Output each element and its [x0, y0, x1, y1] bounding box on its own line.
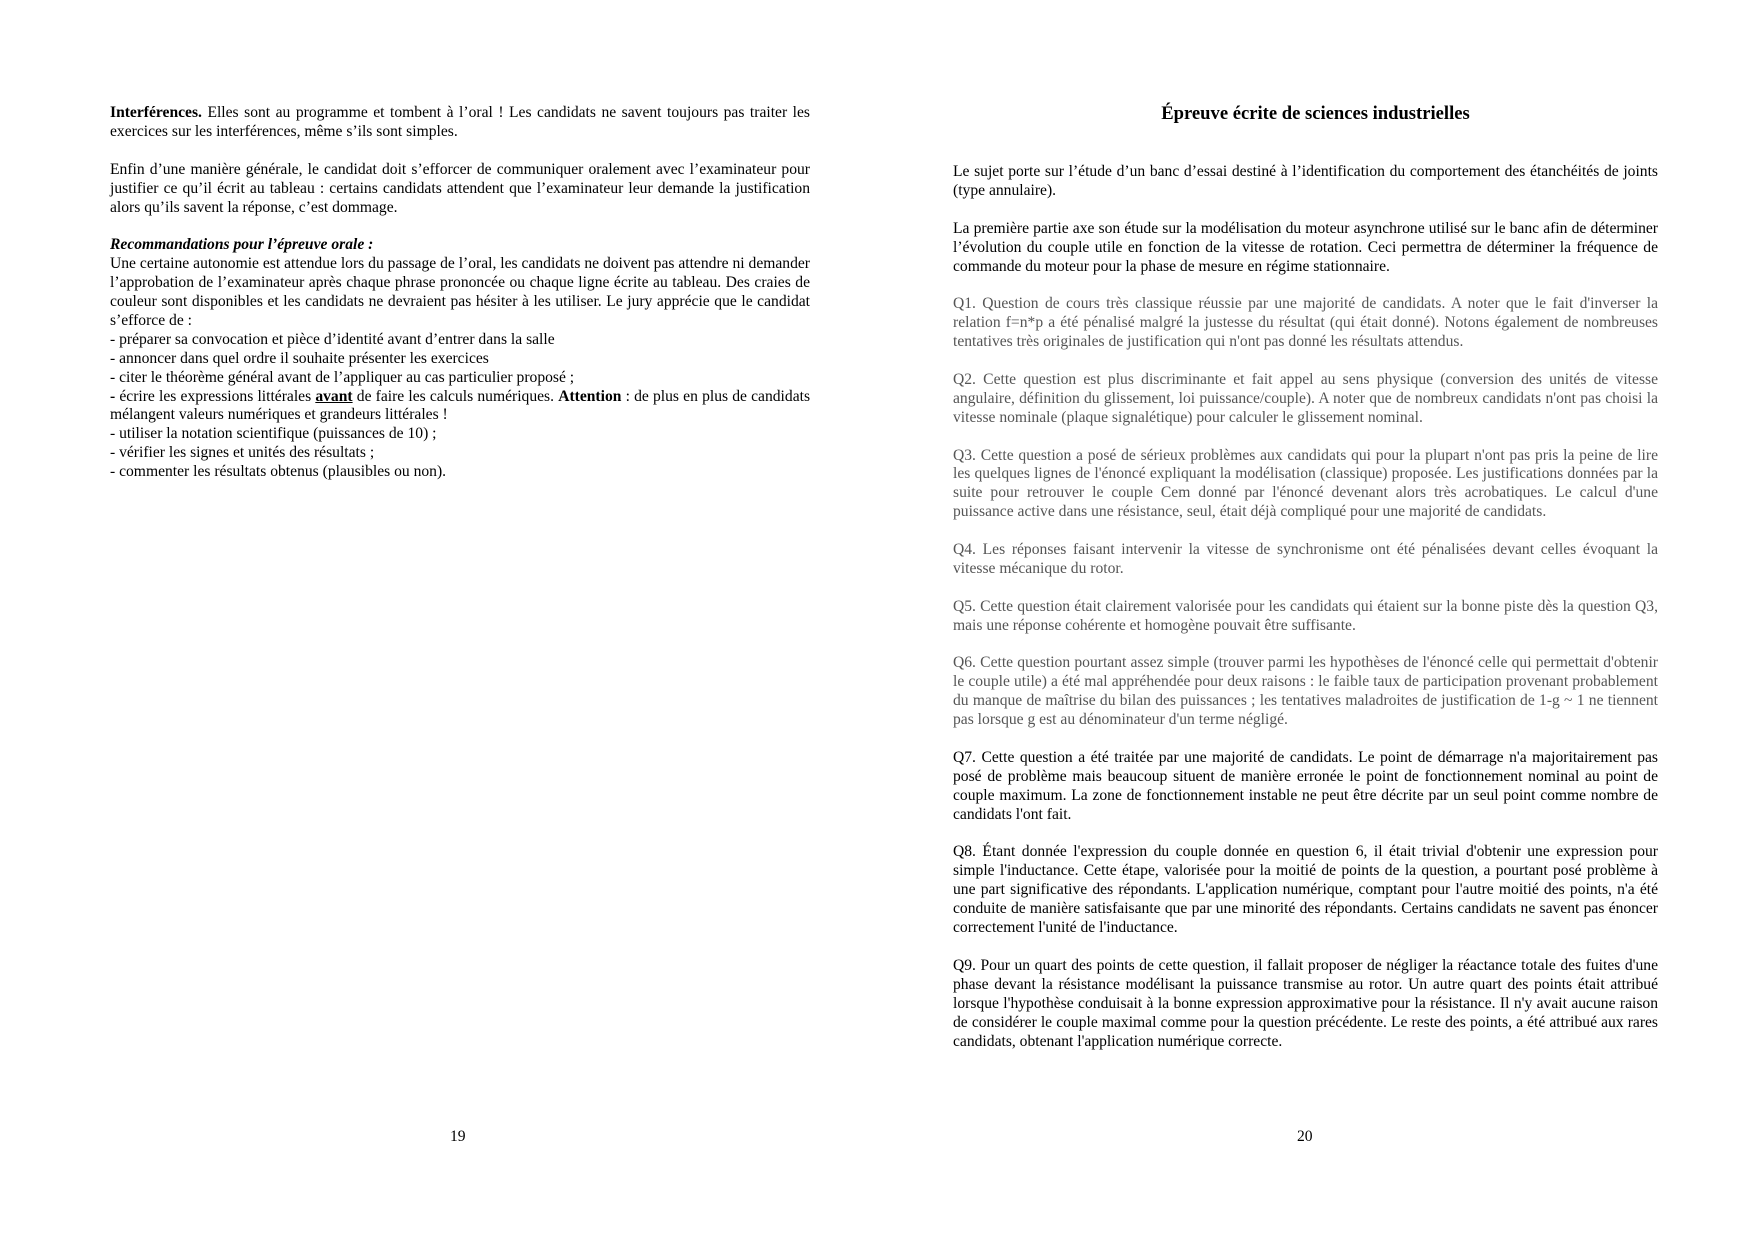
question-paragraph-q5: Q5. Cette question était clairement valorisée pour les candidats qui étaient sur la bonne piste dès la question Q3, mais une réponse cohérente et homogène pouvait être suffisante.	[953, 597, 1658, 634]
intro-paragraph: La première partie axe son étude sur la modélisation du moteur asynchrone utilisé sur le banc afin de déterminer l’évolution du couple utile en fonction de la vitesse de rotation. Ceci permettra de déterminer la fréquence de commande du moteur pour la phase de mesure en régime stationnaire.	[953, 219, 1658, 275]
list-item-expressions	[110, 388, 810, 426]
list-item: - commenter les résultats obtenus (plausibles ou non).	[110, 463, 447, 481]
page-number-right: 20	[1297, 1128, 1313, 1145]
recommendations-section	[110, 236, 810, 482]
interferences-lead: Interférences.	[110, 104, 202, 121]
question-paragraph-q6: Q6. Cette question pourtant assez simple (trouver parmi les hypothèses de l'énoncé celle qui permettait d'obtenir le couple utile) a été mal appréhendée pour deux raisons : le faible taux de participation provenant probablement du manque de maîtrise du bilan des puissances ; les tentatives maladroites de justification de 1-g ~ 1 ne tiennent pas lorsque g est au dénominateur d'un terme négligé.	[953, 654, 1658, 729]
attention-emphasis: Attention	[558, 387, 622, 405]
recommendations-title: Recommandations pour l’épreuve orale :	[110, 236, 374, 254]
right-column	[953, 163, 1658, 1070]
question-paragraph-q2: Q2. Cette question est plus discriminante et fait appel au sens physique (conversion des unités de vitesse angulaire, définition du glissement, loi puissance/couple). A noter que de nombreux candidats n'ont pas choisi la vitesse nominale (plaque signalétique) pour calculer le glissement nominal.	[953, 370, 1658, 426]
interferences-paragraph	[110, 104, 810, 142]
recommendations-intro: Une certaine autonomie est attendue lors du passage de l’oral, les candidats ne doivent pas attendre ni demander l’approbation de l’examinateur après chaque phrase prononcée ou chaque ligne écrite au tableau. Des craies de couleur sont disponibles et les candidats ne devraient pas hésiter à les utiliser. Le jury apprécie que le candidat s’efforce de :	[110, 255, 810, 329]
left-column	[110, 104, 810, 482]
avant-emphasis: avant	[315, 387, 353, 405]
expressions-text-2: de faire les calculs numériques.	[352, 387, 559, 405]
question-paragraph-q9: Q9. Pour un quart des points de cette question, il fallait proposer de négliger la réactance totale des fuites d'une phase devant la résistance modélisant la puissance transmise au rotor. Un autre quart des points était attribué lorsque l'hypothèse conduisait à la bonne expression approximative pour la résistance. Il n'y avait aucune raison de considérer le couple maximal comme pour la question précédente. Le reste des points, a été attribué aux rares candidats, obtenant l'application numérique correcte.	[953, 956, 1658, 1050]
page-right	[877, 0, 1754, 1240]
intro-paragraph: Le sujet porte sur l’étude d’un banc d’essai destiné à l’identification du comportement des étanchéités de joints (type annulaire).	[953, 163, 1658, 199]
list-item: - vérifier les signes et unités des résultats ;	[110, 444, 375, 462]
list-item: - annoncer dans quel ordre il souhaite présenter les exercices	[110, 349, 489, 367]
question-paragraph-q8: Q8. Étant donnée l'expression du couple donnée en question 6, il était trivial d'obtenir une expression pour simple l'inductance. Cette étape, valorisée pour la moitié de points de la question, a pourtant posé problème à une part significative des répondants. L'application numérique, comptant pour l'autre moitié des points, n'a été conduite de manière satisfaisante que par une minorité des répondants. Certains candidats ne savent pas énoncer correctement l'unité de l'inductance.	[953, 843, 1658, 937]
list-item: - utiliser la notation scientifique (puissances de 10) ;	[110, 425, 437, 443]
interferences-text: Elles sont au programme et tombent à l’oral ! Les candidats ne savent toujours pas traiter les exercices sur les interférences, même s’ils sont simples.	[110, 104, 810, 140]
question-paragraph-q3: Q3. Cette question a posé de sérieux problèmes aux candidats qui pour la plupart n'ont pas pris la peine de lire les quelques lignes de l'énoncé expliquant la modélisation (classique) proposée. Les justifications données par la suite pour retrouver le couple Cem donné par l'énoncé devenant alors très acrobatiques. Le calcul d'une puissance active dans une résistance, seul, était déjà compliqué pour une majorité de candidats.	[953, 446, 1658, 521]
expressions-text-1: écrire les expressions littérales	[115, 387, 316, 405]
general-paragraph: Enfin d’une manière générale, le candidat doit s’efforcer de communiquer oralement avec l’examinateur pour justifier ce qu’il écrit au tableau : certains candidats attendent que l’examinateur leur demande la justification alors qu’ils savent la réponse, c’est dommage.	[110, 160, 810, 216]
list-item: - préparer sa convocation et pièce d’identité avant d’entrer dans la salle	[110, 330, 555, 348]
question-paragraph-q4: Q4. Les réponses faisant intervenir la vitesse de synchronisme ont été pénalisées devant celles évoquant la vitesse mécanique du rotor.	[953, 541, 1658, 577]
question-paragraph-q1: Q1. Question de cours très classique réussie par une majorité de candidats. A noter que le fait d'inverser la relation f=n*p a été pénalisé malgré la justesse du résultat (qui était donné). Notons également de nombreuses tentatives très originales de justification qui n'ont pas donné les résultats attendus.	[953, 295, 1658, 351]
list-dash: -	[110, 387, 116, 405]
page-number-left: 19	[450, 1128, 466, 1145]
question-paragraph-q7: Q7. Cette question a été traitée par une majorité de candidats. Le point de démarrage n'a majoritairement pas posé de problème mais beaucoup situent de manière erronée le point de fonctionnement nominal au point de couple maximum. La zone de fonctionnement instable ne peut être décrite par un seul point comme nombre de candidats l'ont fait.	[953, 748, 1658, 823]
section-title: Épreuve écrite de sciences industrielles	[1161, 103, 1470, 124]
expressions-text-3: : de plus en plus de candidats mélangent valeurs numériques et grandeurs littérales !	[110, 387, 811, 424]
list-item: - citer le théorème général avant de l’appliquer au cas particulier proposé ;	[110, 368, 575, 386]
